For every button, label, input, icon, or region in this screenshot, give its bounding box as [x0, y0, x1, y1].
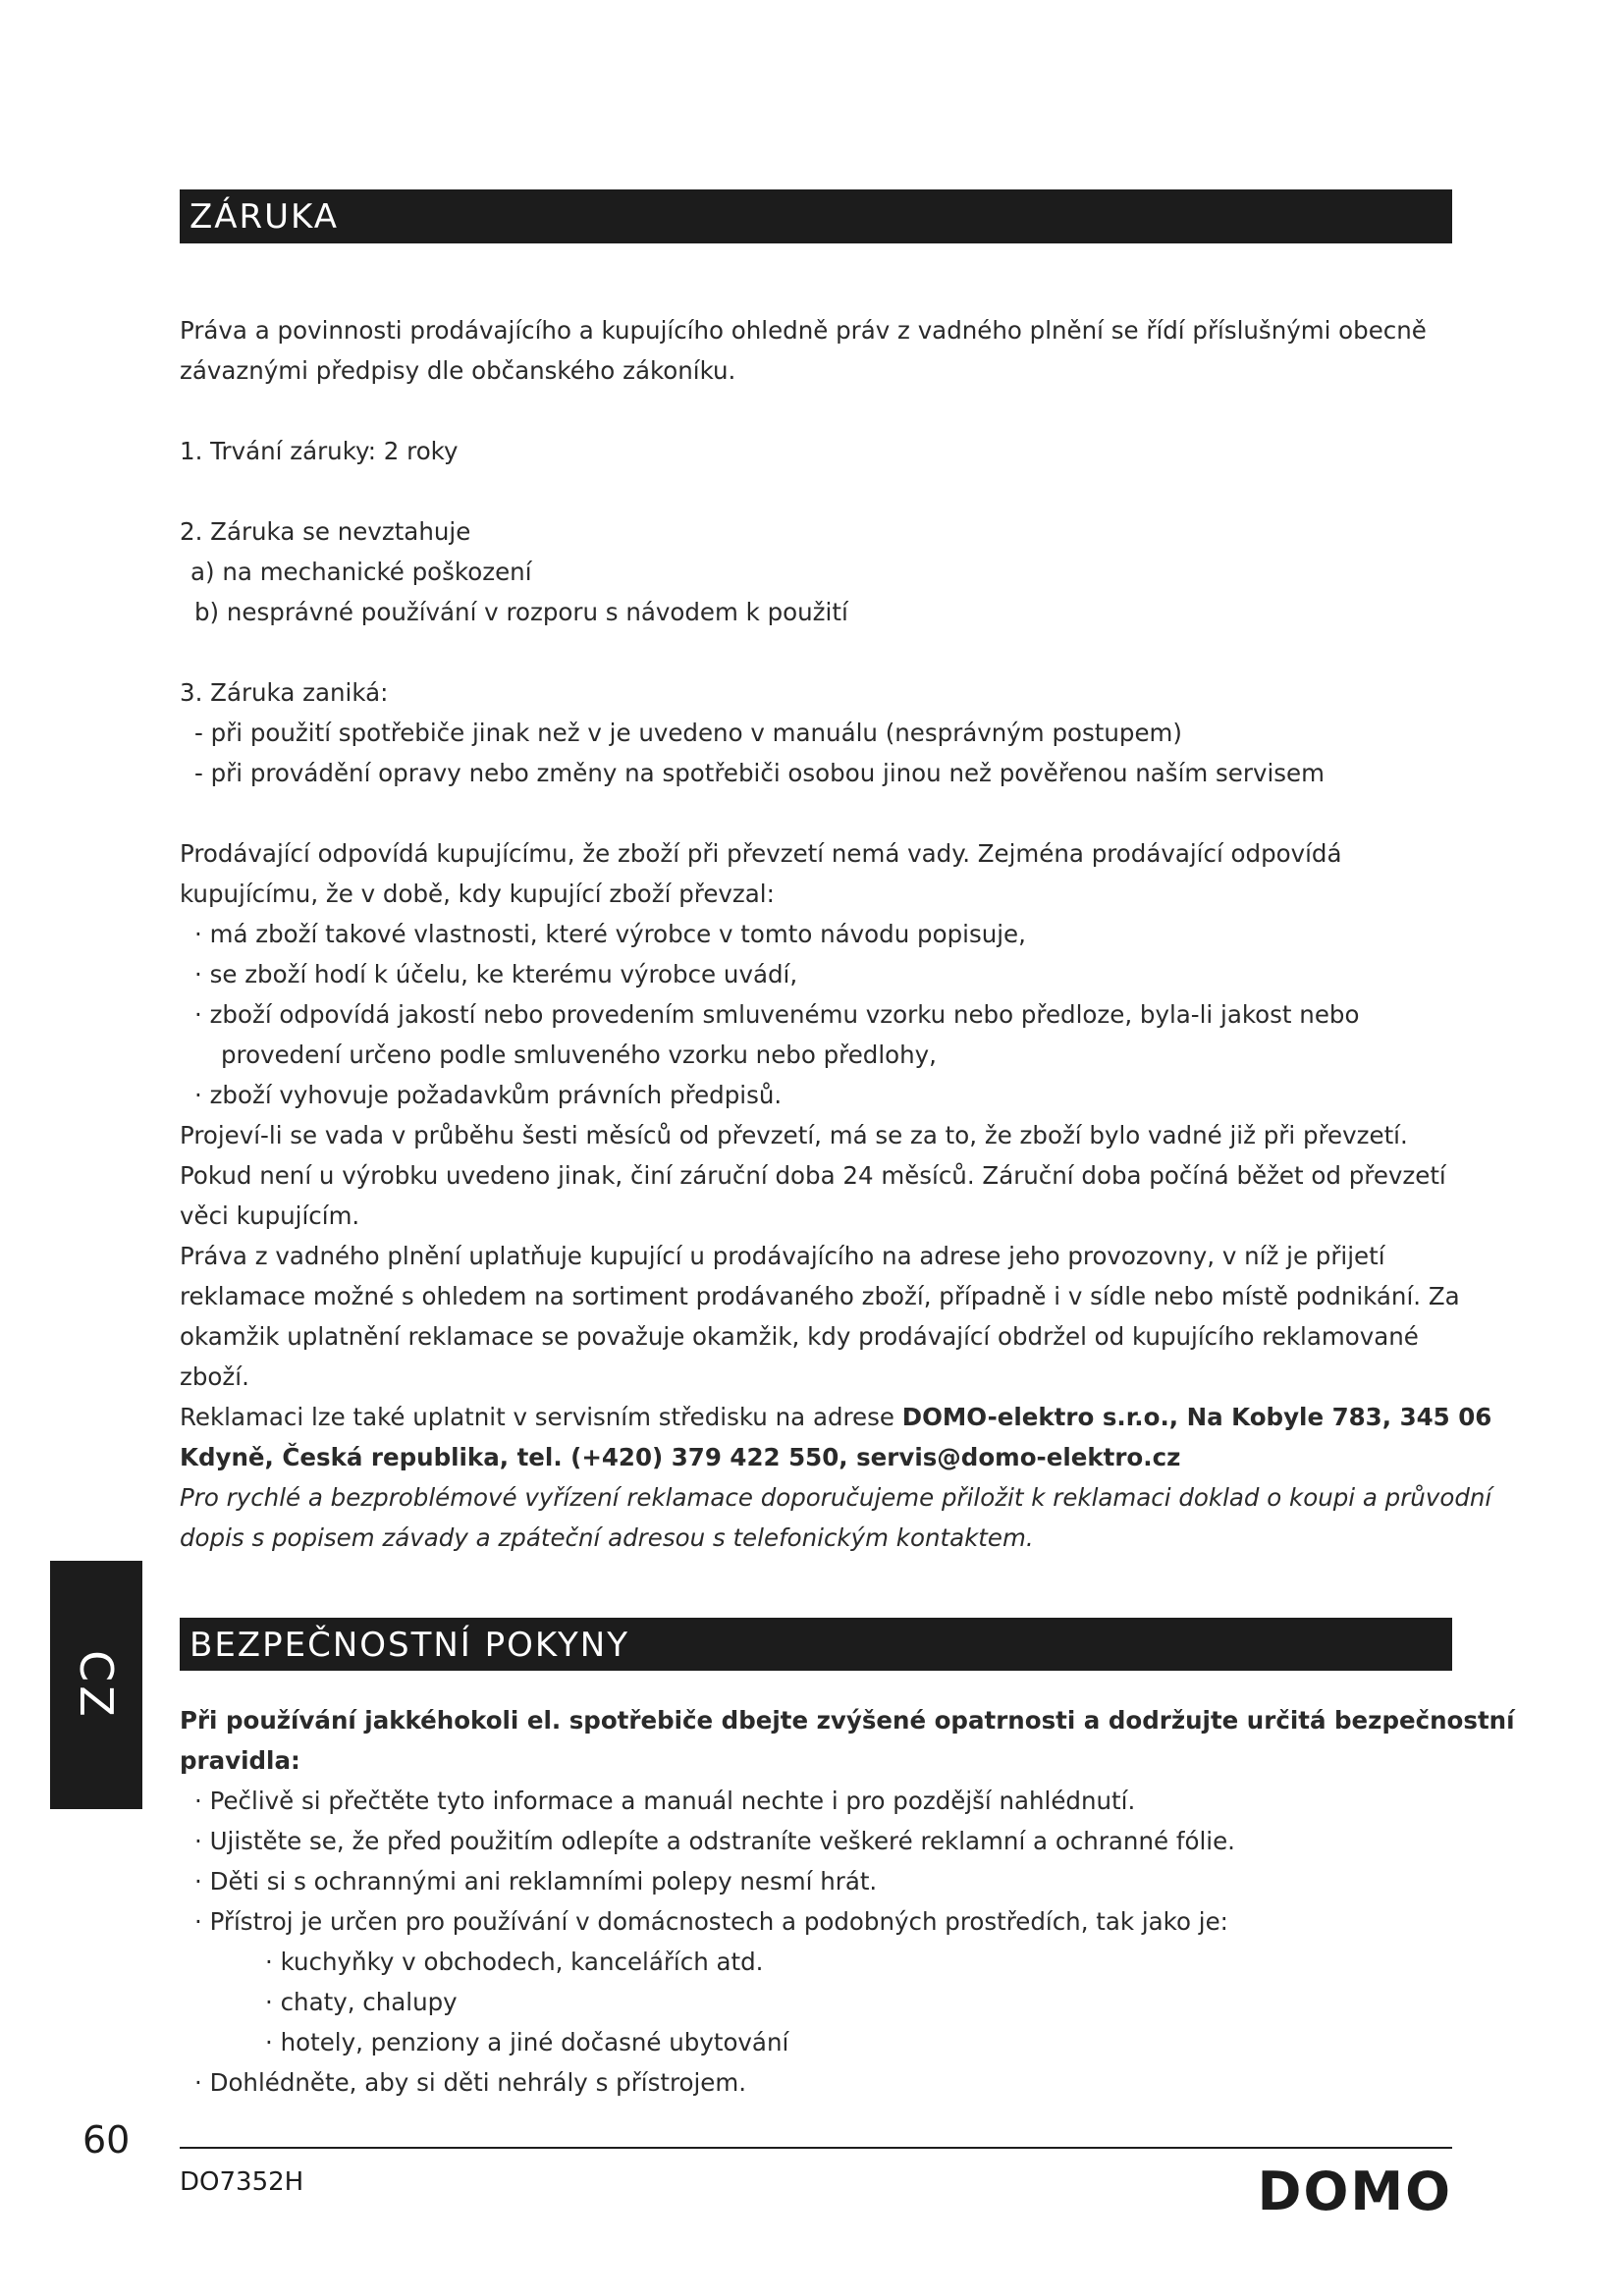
text-line: Práva a povinnosti prodávajícího a kupujícího ohledně práv z vadného plnění se řídí příslušnými obecně — [180, 316, 1427, 345]
list-item: · zboží vyhovuje požadavkům právních předpisů. — [194, 1081, 783, 1109]
section-heading-safety: BEZPEČNOSTNÍ POKYNY — [180, 1618, 1452, 1671]
service-address-contact: Kdyně, Česká republika, tel. (+420) 379 422 550, servis@domo-elektro.cz — [180, 1443, 1181, 1471]
brand-logo: DOMO — [1257, 2161, 1452, 2222]
text-line: Prodávající odpovídá kupujícímu, že zboží při převzetí nemá vady. Zejména prodávající odpovídá — [180, 839, 1342, 868]
safety-lead: Při používání jakkéhokoli el. spotřebiče dbejte zvýšené opatrnosti a dodržujte určitá bezpečnostní — [180, 1706, 1515, 1735]
list-item: · Pečlivě si přečtěte tyto informace a manuál nechte i pro pozdější nahlédnutí. — [194, 1787, 1136, 1815]
warranty-item-exclusions — [180, 511, 1452, 632]
text-line: věci kupujícím. — [180, 1201, 360, 1230]
model-code: DO7352H — [180, 2167, 304, 2197]
warranty-intro — [180, 310, 1452, 391]
list-item: · Přístroj je určen pro používání v domácnostech a podobných prostředích, tak jako je: — [194, 1907, 1228, 1936]
text-line: reklamace možné s ohledem na sortiment prodávaného zboží, případně i v sídle nebo místě podnikání. Za — [180, 1282, 1460, 1310]
service-line — [180, 1397, 1492, 1437]
recommendation-line: Pro rychlé a bezproblémové vyřízení reklamace doporučujeme přiložit k reklamaci doklad o koupi a průvodní — [180, 1483, 1492, 1512]
footer-divider — [180, 2147, 1452, 2149]
warranty-item-duration — [180, 431, 1452, 471]
page-number: 60 — [82, 2118, 131, 2162]
list-item: a) na mechanické poškození — [190, 558, 532, 586]
sub-list-item: · kuchyňky v obchodech, kancelářích atd. — [265, 1948, 764, 1976]
warranty-seller-liability — [180, 833, 1492, 1558]
text-line: zboží. — [180, 1362, 249, 1391]
service-address: DOMO-elektro s.r.o., Na Kobyle 783, 345 06 — [901, 1403, 1492, 1431]
list-item: b) nesprávné používání v rozporu s návodem k použití — [194, 598, 848, 626]
sub-list-item: · chaty, chalupy — [265, 1988, 458, 2016]
list-item: · se zboží hodí k účelu, ke kterému výrobce uvádí, — [194, 960, 798, 988]
text-line: okamžik uplatnění reklamace se považuje okamžik, kdy prodávající obdržel od kupujícího reklamované — [180, 1322, 1419, 1351]
text-line: 1. Trvání záruky: 2 roky — [180, 437, 459, 465]
service-prefix: Reklamaci lze také uplatnit v servisním středisku na adrese — [180, 1403, 902, 1431]
list-item: · zboží odpovídá jakostí nebo provedením smluvenému vzorku nebo předloze, byla-li jakost nebo — [194, 1000, 1360, 1029]
safety-lead: pravidla: — [180, 1746, 300, 1775]
text-line: Pokud není u výrobku uvedeno jinak, činí záruční doba 24 měsíců. Záruční doba počíná běžet od převzetí — [180, 1161, 1446, 1190]
list-item: · Dohlédněte, aby si děti nehrály s přístrojem. — [194, 2068, 747, 2097]
text-line: Projeví-li se vada v průběhu šesti měsíců od převzetí, má se za to, že zboží bylo vadné již při převzetí. — [180, 1121, 1408, 1149]
list-item: · Děti si s ochrannými ani reklamními polepy nesmí hrát. — [194, 1867, 878, 1896]
warranty-item-termination — [180, 672, 1452, 793]
safety-instructions — [180, 1700, 1515, 2103]
list-item-continuation: provedení určeno podle smluveného vzorku nebo předlohy, — [221, 1041, 937, 1069]
language-side-tab — [50, 1561, 142, 1809]
list-item: · Ujistěte se, že před použitím odlepíte a odstraníte veškeré reklamní a ochranné fólie. — [194, 1827, 1235, 1855]
text-line: závaznými předpisy dle občanského zákoníku. — [180, 356, 736, 385]
list-item: - při použití spotřebiče jinak než v je uvedeno v manuálu (nesprávným postupem) — [194, 719, 1182, 747]
sub-list-item: · hotely, penziony a jiné dočasné ubytování — [265, 2028, 789, 2056]
list-title: 2. Záruka se nevztahuje — [180, 517, 471, 546]
text-line: kupujícímu, že v době, kdy kupující zboží převzal: — [180, 880, 775, 908]
list-item: · má zboží takové vlastnosti, které výrobce v tomto návodu popisuje, — [194, 920, 1026, 948]
language-code: CZ — [70, 1649, 123, 1721]
recommendation-line: dopis s popisem závady a zpáteční adresou s telefonickým kontaktem. — [180, 1523, 1034, 1552]
text-line: Práva z vadného plnění uplatňuje kupující u prodávajícího na adrese jeho provozovny, v níž je přijetí — [180, 1242, 1385, 1270]
list-title: 3. Záruka zaniká: — [180, 678, 389, 707]
list-item: - při provádění opravy nebo změny na spotřebiči osobou jinou než pověřenou naším servisem — [194, 759, 1325, 787]
section-heading-warranty: ZÁRUKA — [180, 189, 1452, 243]
